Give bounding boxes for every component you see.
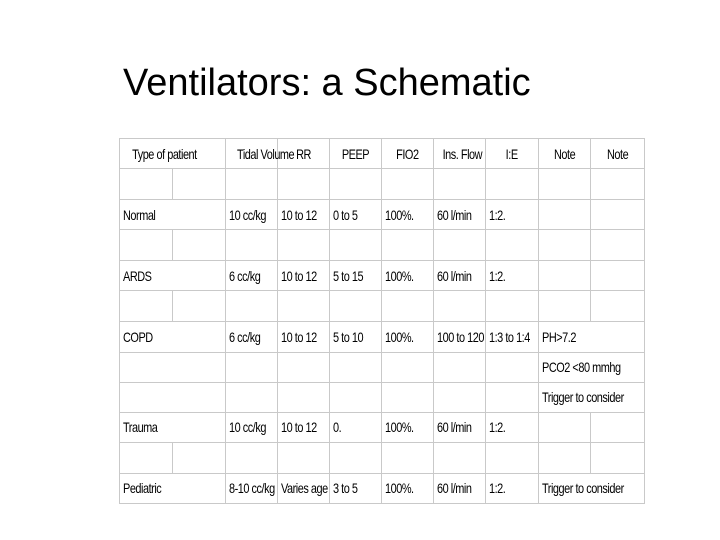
cell-note-2: [591, 412, 645, 442]
cell-patient-type: Trauma: [120, 412, 226, 442]
cell-note-1: [539, 261, 591, 291]
cell-ins-flow: 60 l/min: [434, 200, 486, 230]
cell-patient-type: COPD: [120, 322, 226, 352]
cell-rr: 10 to 12: [278, 412, 330, 442]
table-row-normal: [120, 200, 645, 230]
header-cell-peep: PEEP: [330, 139, 382, 169]
header-cell-ins-flow: Ins. Flow: [434, 139, 486, 169]
slide-title: Ventilators: a Schematic: [123, 62, 531, 104]
cell-fio2: 100%.: [382, 322, 434, 352]
cell-ins-flow: 60 l/min: [434, 412, 486, 442]
cell-note-2: [591, 200, 645, 230]
cell-note-1: Trigger to consider: [539, 382, 645, 412]
table-spacer-row: [120, 169, 645, 200]
cell-tidal-volume: 8-10 cc/kg: [226, 473, 278, 503]
cell-tidal-volume: 6 cc/kg: [226, 261, 278, 291]
table-row-copd-note: [120, 382, 645, 412]
cell-fio2: 100%.: [382, 261, 434, 291]
cell-ie: 1:2.: [486, 473, 539, 503]
cell-rr: 10 to 12: [278, 200, 330, 230]
cell-note-1: PH>7.2: [539, 322, 645, 352]
table-row-ards: [120, 261, 645, 291]
cell-ins-flow: 100 to 120: [434, 322, 486, 352]
table-row-copd-note: [120, 352, 645, 382]
cell-ie: 1:2.: [486, 200, 539, 230]
cell-note-2: [591, 261, 645, 291]
header-cell-note-2: Note: [591, 139, 645, 169]
header-cell-fio2: FIO2: [382, 139, 434, 169]
cell-peep: 0.: [330, 412, 382, 442]
table-header-row: [120, 139, 645, 169]
cell-patient-type: Pediatric: [120, 473, 226, 503]
table-row-trauma: [120, 412, 645, 442]
cell-patient-type: Normal: [120, 200, 226, 230]
cell-tidal-volume: 10 cc/kg: [226, 412, 278, 442]
cell-rr: 10 to 12: [278, 322, 330, 352]
cell-note-1: Trigger to consider: [539, 473, 645, 503]
header-cell-tidal-volume: Tidal Volume: [226, 139, 278, 169]
cell-ie: 1:2.: [486, 261, 539, 291]
table-spacer-row: [120, 291, 645, 322]
header-cell-type-of-patient: Type of patient: [120, 139, 226, 169]
cell-ie: 1:3 to 1:4: [486, 322, 539, 352]
cell-rr: 10 to 12: [278, 261, 330, 291]
cell-fio2: 100%.: [382, 200, 434, 230]
cell-peep: 3 to 5: [330, 473, 382, 503]
table-row-pediatric: [120, 473, 645, 503]
cell-fio2: 100%.: [382, 412, 434, 442]
table-spacer-row: [120, 442, 645, 473]
table-row-copd: [120, 322, 645, 352]
cell-peep: 5 to 15: [330, 261, 382, 291]
cell-ins-flow: 60 l/min: [434, 473, 486, 503]
table-spacer-row: [120, 230, 645, 261]
cell-ins-flow: 60 l/min: [434, 261, 486, 291]
header-cell-note-1: Note: [539, 139, 591, 169]
cell-peep: 5 to 10: [330, 322, 382, 352]
cell-note-1: [539, 200, 591, 230]
cell-tidal-volume: 10 cc/kg: [226, 200, 278, 230]
cell-fio2: 100%.: [382, 473, 434, 503]
cell-note-1: PCO2 <80 mmhg: [539, 352, 645, 382]
cell-ie: 1:2.: [486, 412, 539, 442]
cell-peep: 0 to 5: [330, 200, 382, 230]
cell-patient-type: ARDS: [120, 261, 226, 291]
header-cell-rr: RR: [278, 139, 330, 169]
header-cell-ie: I:E: [486, 139, 539, 169]
cell-note-1: [539, 412, 591, 442]
cell-rr: Varies age: [278, 473, 330, 503]
ventilator-settings-table: [119, 138, 645, 504]
cell-tidal-volume: 6 cc/kg: [226, 322, 278, 352]
